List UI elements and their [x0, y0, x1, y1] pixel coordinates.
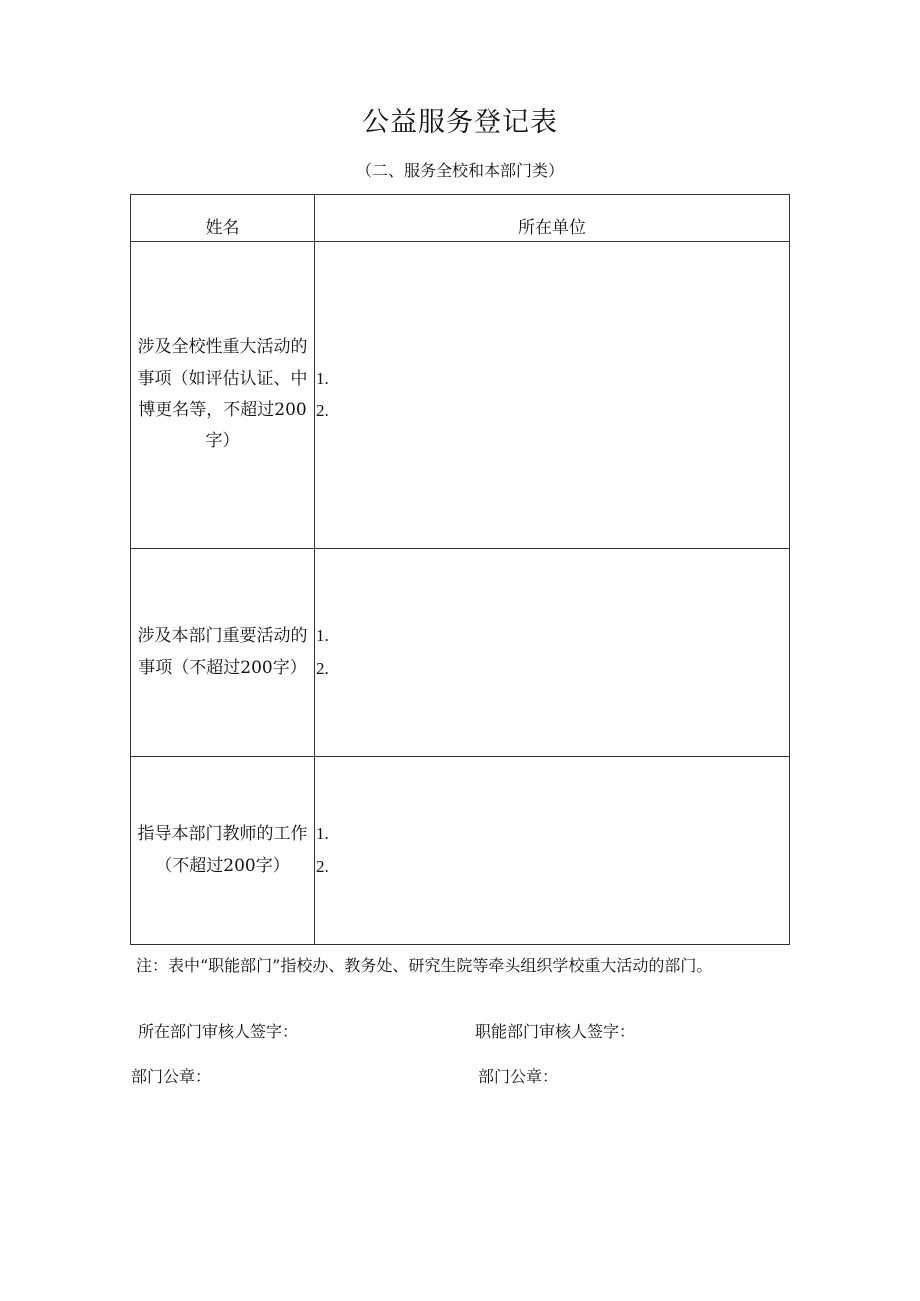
row-label-schoolwide-activities: 涉及全校性重大活动的事项（如评估认证、中博更名等，不超过200字）	[131, 242, 315, 549]
page-title: 公益服务登记表	[362, 107, 558, 138]
registration-table	[130, 194, 790, 945]
table-header-row	[131, 195, 790, 242]
dept-seal-left-label: 部门公章：	[131, 1067, 212, 1086]
list-item: 1.	[316, 626, 329, 646]
table-row	[131, 549, 790, 757]
unit-label-cell: 所在单位	[315, 195, 790, 242]
name-label-cell: 姓名	[131, 195, 315, 242]
list-item: 1.	[316, 368, 329, 388]
table-row	[131, 242, 790, 549]
row-content-teacher-guidance[interactable]	[315, 757, 790, 945]
page-subtitle: （二、服务全校和本部门类）	[355, 161, 564, 180]
list-item: 2.	[316, 658, 329, 678]
dept-seal-right-label: 部门公章：	[478, 1067, 559, 1086]
row-content-department-activities[interactable]	[315, 549, 790, 757]
list-item: 2.	[316, 401, 329, 420]
row-label-teacher-guidance: 指导本部门教师的工作（不超过200字）	[131, 757, 315, 945]
dept-reviewer-signature-label: 所在部门审核人签字：	[138, 1022, 299, 1041]
row-content-schoolwide-activities[interactable]	[315, 242, 790, 549]
row-label-department-activities: 涉及本部门重要活动的事项（不超过200字）	[131, 549, 315, 757]
function-reviewer-signature-label: 职能部门审核人签字：	[475, 1022, 636, 1041]
list-item: 1.	[316, 824, 329, 844]
table-row	[131, 757, 790, 945]
list-item: 2.	[316, 856, 329, 876]
footnote: 注：表中“职能部门”指校办、教务处、研究生院等牵头组织学校重大活动的部门。	[136, 956, 713, 975]
